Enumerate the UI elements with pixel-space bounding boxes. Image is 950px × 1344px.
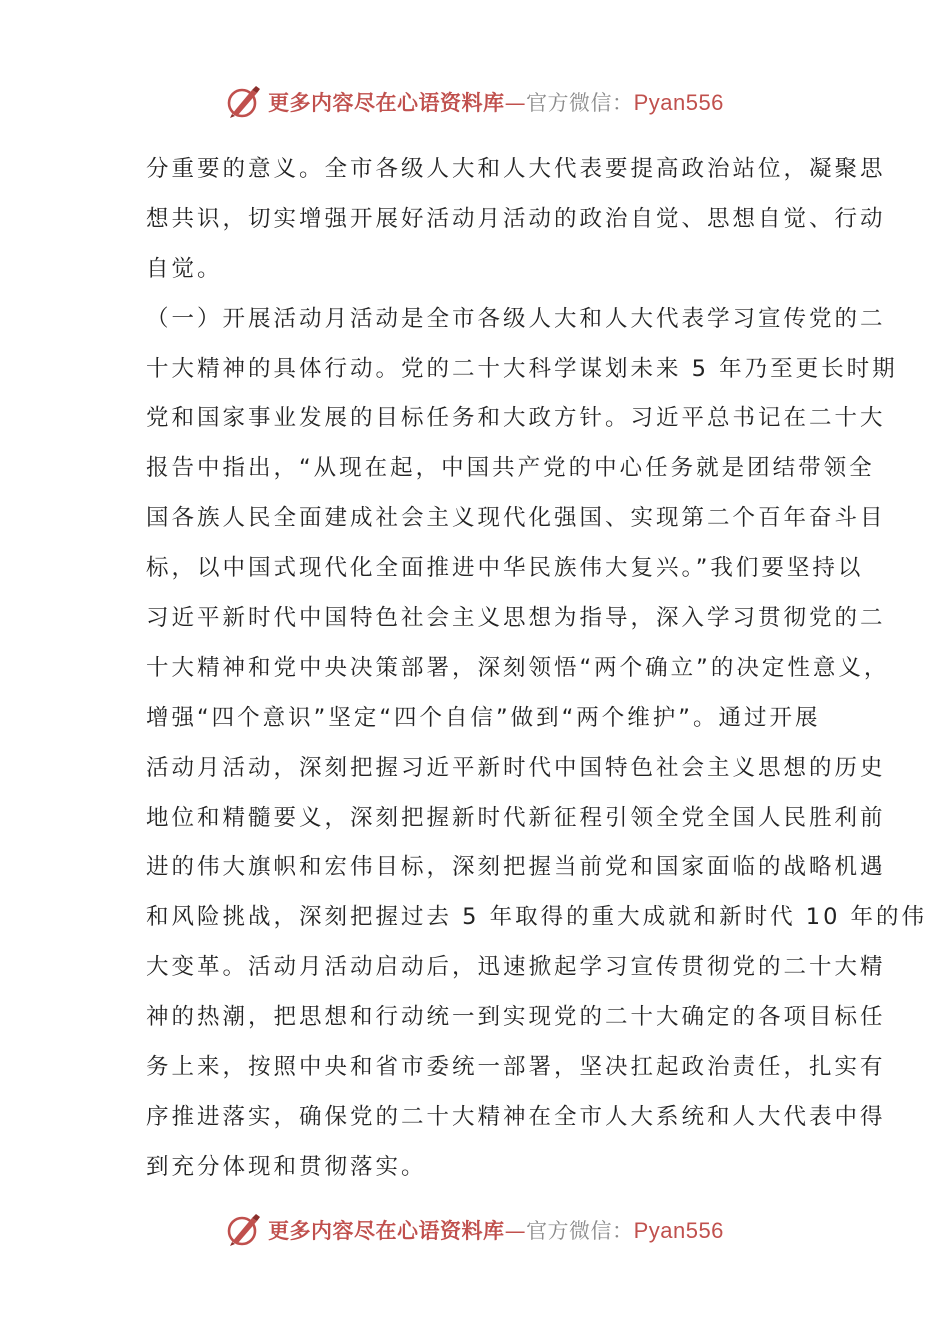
body-line: 十大精神的具体行动。党的二十大科学谋划未来 5 年乃至更长时期 <box>146 355 898 382</box>
body-line: 想共识，切实增强开展好活动月活动的政治自觉、思想自觉、行动 <box>146 205 886 232</box>
footer-banner-text <box>268 1215 724 1245</box>
header-banner-main: 更多内容尽在心语资料库 <box>268 90 505 115</box>
body-line: 和风险挑战，深刻把握过去 5 年取得的重大成就和新时代 10 年的伟 <box>146 904 928 931</box>
body-line: 习近平新时代中国特色社会主义思想为指导，深入学习贯彻党的二 <box>146 605 886 632</box>
body-line: 活动月活动，深刻把握习近平新时代中国特色社会主义思想的历史 <box>146 754 886 781</box>
body-line: （一）开展活动月活动是全市各级人大和人大代表学习宣传党的二 <box>146 305 886 332</box>
body-line: 增强“四个意识”坚定“四个自信”做到“两个维护”。通过开展 <box>146 704 821 731</box>
body-line: 序推进落实，确保党的二十大精神在全市人大系统和人大代表中得 <box>146 1103 886 1130</box>
body-line: 大变革。活动月活动启动后，迅速掀起学习宣传贯彻党的二十大精 <box>146 954 886 981</box>
header-banner <box>0 80 950 124</box>
body-line: 标，以中国式现代化全面推进中华民族伟大复兴。”我们要坚持以 <box>146 555 864 582</box>
body-line: 报告中指出，“从现在起，中国共产党的中心任务就是团结带领全 <box>146 455 875 482</box>
header-banner-sub: 官方微信： <box>526 91 634 115</box>
body-line: 进的伟大旗帜和宏伟目标，深刻把握当前党和国家面临的战略机遇 <box>146 854 886 881</box>
body-line: 务上来，按照中央和省市委统一部署，坚决扛起政治责任，扎实有 <box>146 1054 886 1081</box>
body-line: 国各族人民全面建成社会主义现代化强国、实现第二个百年奋斗目 <box>146 505 886 532</box>
footer-banner-dash: — <box>504 1219 527 1243</box>
body-line: 分重要的意义。全市各级人大和人大代表要提高政治站位，凝聚思 <box>146 156 886 182</box>
pen-circle-logo-icon <box>226 1212 262 1248</box>
footer-banner <box>0 1208 950 1252</box>
body-line: 自觉。 <box>146 255 223 282</box>
body-line: 到充分体现和贯彻落实。 <box>146 1153 427 1180</box>
header-banner-text <box>268 87 724 117</box>
body-line: 地位和精髓要义，深刻把握新时代新征程引领全党全国人民胜利前 <box>146 804 886 831</box>
pen-circle-logo-icon <box>226 84 262 120</box>
header-banner-wechat-id: Pyan556 <box>633 90 724 115</box>
document-body <box>146 145 928 1193</box>
footer-banner-sub: 官方微信： <box>526 1219 634 1243</box>
footer-banner-main: 更多内容尽在心语资料库 <box>268 1218 505 1243</box>
body-line: 神的热潮，把思想和行动统一到实现党的二十大确定的各项目标任 <box>146 1004 886 1031</box>
footer-banner-wechat-id: Pyan556 <box>633 1218 724 1243</box>
header-banner-dash: — <box>504 91 527 115</box>
body-line: 十大精神和党中央决策部署，深刻领悟“两个确立”的决定性意义， <box>146 654 890 681</box>
body-line: 党和国家事业发展的目标任务和大政方针。习近平总书记在二十大 <box>146 405 886 432</box>
